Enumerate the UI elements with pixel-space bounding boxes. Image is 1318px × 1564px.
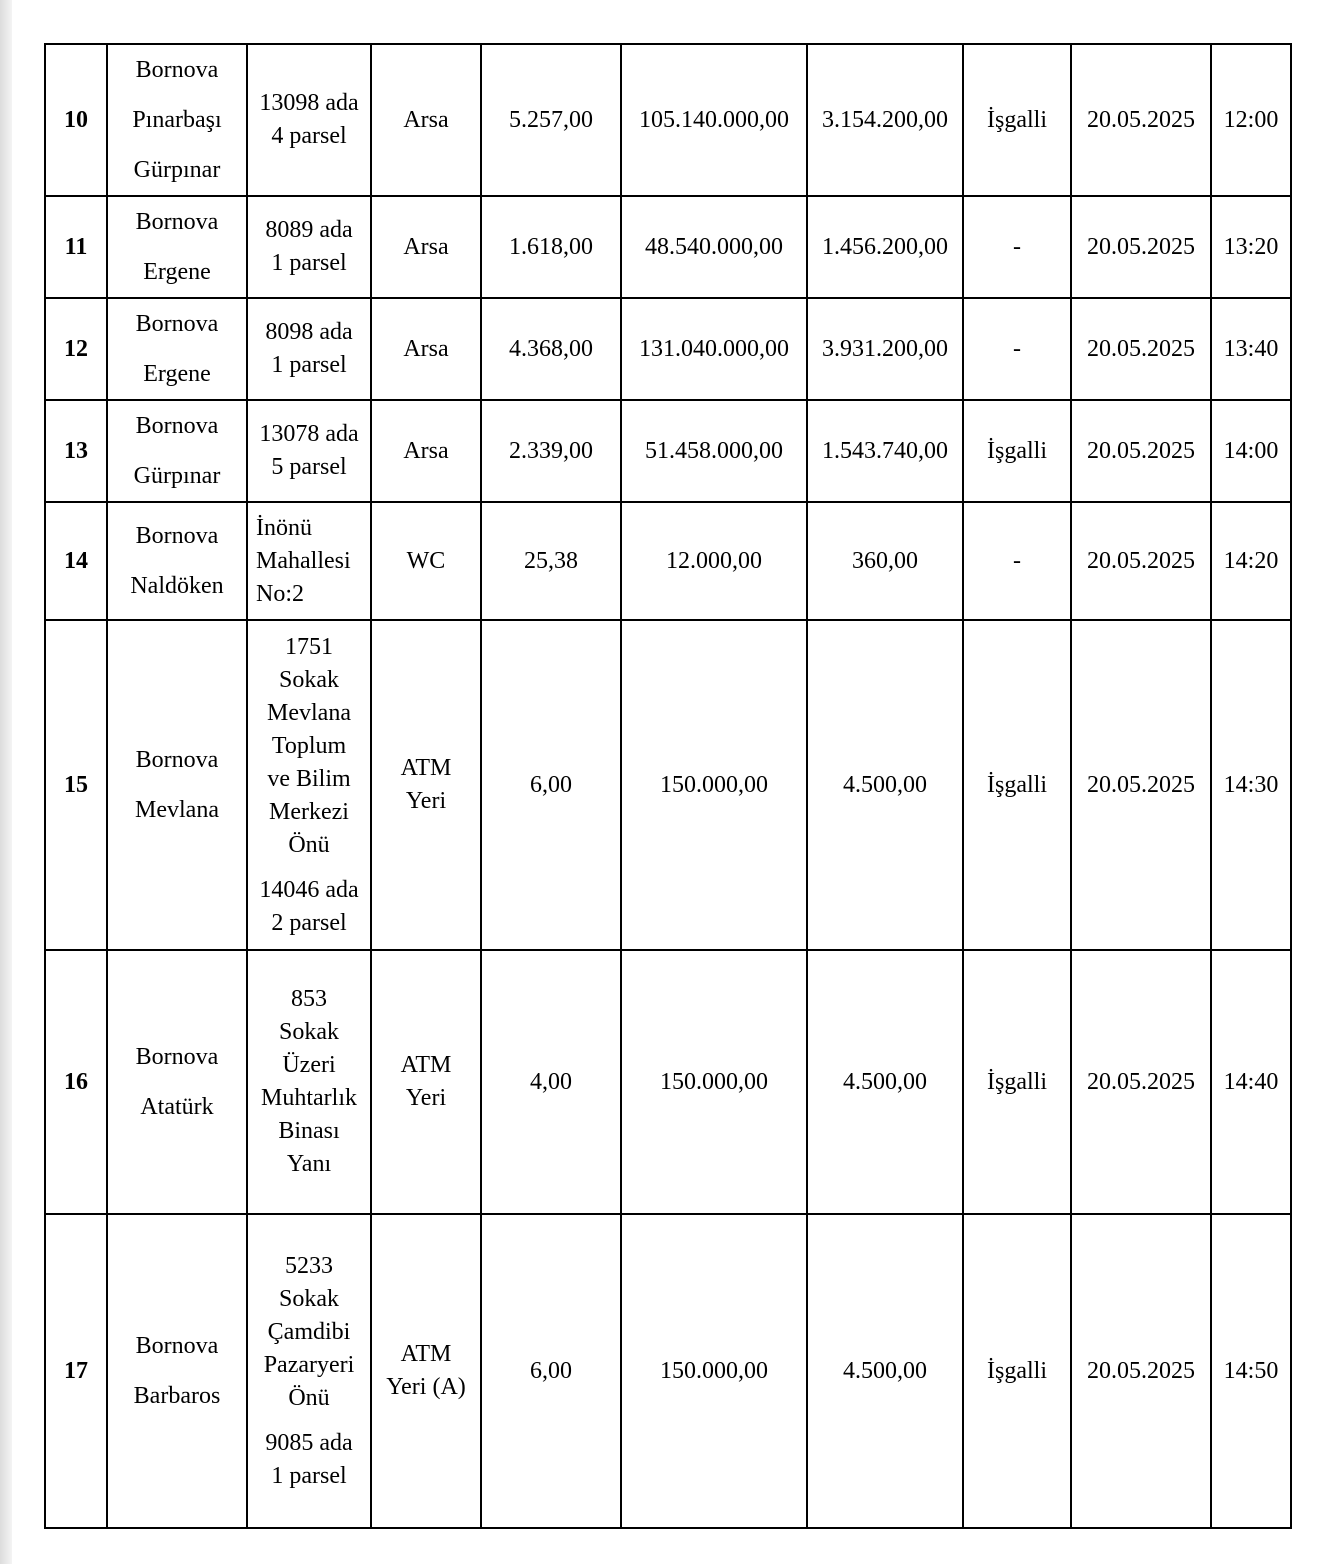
area-cell: 25,38 [481, 502, 621, 620]
property-type-cell [371, 44, 481, 196]
parcel-line: 13098 ada [259, 90, 359, 116]
status-cell: - [963, 298, 1071, 400]
row-number-cell: 16 [45, 950, 107, 1214]
deposit-cell: 1.456.200,00 [807, 196, 963, 298]
type-line: ATM [400, 1052, 452, 1078]
time-cell: 13:20 [1211, 196, 1291, 298]
date-cell: 20.05.2025 [1071, 620, 1211, 950]
type-line: ATM [400, 1341, 452, 1367]
location-cell [107, 502, 247, 620]
location-cell [107, 298, 247, 400]
time-cell: 13:40 [1211, 298, 1291, 400]
deposit-cell: 1.543.740,00 [807, 400, 963, 502]
location-line: Bornova [135, 523, 219, 549]
parcel-cell [247, 950, 371, 1214]
table-row [45, 400, 1291, 502]
location-line: Mevlana [135, 797, 219, 823]
row-number-cell: 13 [45, 400, 107, 502]
location-cell [107, 1214, 247, 1528]
parcel-line: 8089 ada [265, 217, 353, 243]
row-number-cell: 17 [45, 1214, 107, 1528]
area-cell: 6,00 [481, 620, 621, 950]
location-line: Bornova [135, 57, 219, 83]
deposit-cell: 4.500,00 [807, 1214, 963, 1528]
parcel-line: Mahallesi [256, 547, 351, 574]
date-cell: 20.05.2025 [1071, 44, 1211, 196]
location-line: Gürpınar [133, 157, 221, 183]
location-line: Barbaros [133, 1383, 221, 1409]
property-type-cell [371, 950, 481, 1214]
parcel-cell [247, 196, 371, 298]
parcel-line: 853 [291, 986, 327, 1012]
status-cell: İşgalli [963, 620, 1071, 950]
parcel-line: 1 parsel [271, 352, 347, 378]
area-cell: 4,00 [481, 950, 621, 1214]
property-type-cell [371, 502, 481, 620]
deposit-cell: 3.931.200,00 [807, 298, 963, 400]
parcel-line: Muhtarlık [261, 1085, 357, 1111]
type-line: Yeri [405, 1085, 447, 1111]
status-cell: - [963, 196, 1071, 298]
parcel-line: 5 parsel [271, 454, 347, 480]
price-cell: 105.140.000,00 [621, 44, 807, 196]
area-cell: 6,00 [481, 1214, 621, 1528]
parcel-line: 14046 ada [259, 876, 359, 903]
type-line: ATM [400, 755, 452, 781]
parcel-line: 2 parsel [271, 909, 347, 936]
parcel-line: Yanı [286, 1151, 332, 1177]
price-cell: 48.540.000,00 [621, 196, 807, 298]
parcel-line: Merkezi [269, 798, 349, 825]
parcel-line: Önü [288, 831, 330, 858]
price-cell: 150.000,00 [621, 620, 807, 950]
status-cell: - [963, 502, 1071, 620]
parcel-line: Toplum [271, 732, 347, 759]
table-row [45, 502, 1291, 620]
date-cell: 20.05.2025 [1071, 196, 1211, 298]
type-line: Arsa [403, 106, 449, 133]
property-type-cell [371, 620, 481, 950]
parcel-line: 9085 ada [265, 1429, 353, 1456]
time-cell: 14:50 [1211, 1214, 1291, 1528]
location-line: Bornova [135, 1044, 219, 1070]
parcel-line: No:2 [256, 580, 304, 607]
property-auction-table [44, 43, 1292, 1529]
parcel-cell [247, 44, 371, 196]
area-cell: 4.368,00 [481, 298, 621, 400]
status-cell: İşgalli [963, 1214, 1071, 1528]
location-line: Ergene [143, 361, 211, 387]
row-number-cell: 10 [45, 44, 107, 196]
area-cell: 1.618,00 [481, 196, 621, 298]
parcel-line: Sokak [279, 1285, 339, 1312]
parcel-line: Sokak [279, 1019, 339, 1045]
parcel-cell [247, 620, 371, 950]
location-cell [107, 44, 247, 196]
parcel-line: Üzeri [282, 1052, 336, 1078]
parcel-cell [247, 298, 371, 400]
parcel-cell [247, 400, 371, 502]
location-cell [107, 400, 247, 502]
parcel-cell [247, 1214, 371, 1528]
location-line: Gürpınar [133, 463, 221, 489]
location-line: Bornova [135, 1333, 219, 1359]
type-line: Arsa [403, 233, 449, 260]
status-cell: İşgalli [963, 44, 1071, 196]
type-line: Yeri (A) [386, 1374, 466, 1400]
location-cell [107, 950, 247, 1214]
parcel-line: 1751 [285, 633, 333, 660]
location-cell [107, 196, 247, 298]
price-cell: 150.000,00 [621, 950, 807, 1214]
price-cell: 150.000,00 [621, 1214, 807, 1528]
parcel-line: Mevlana [267, 699, 351, 726]
date-cell: 20.05.2025 [1071, 400, 1211, 502]
price-cell: 131.040.000,00 [621, 298, 807, 400]
table-row [45, 44, 1291, 196]
deposit-cell: 4.500,00 [807, 950, 963, 1214]
parcel-line: Önü [288, 1384, 330, 1411]
parcel-cell [247, 502, 371, 620]
location-line: Bornova [135, 747, 219, 773]
area-cell: 2.339,00 [481, 400, 621, 502]
price-cell: 12.000,00 [621, 502, 807, 620]
location-line: Bornova [135, 311, 219, 337]
parcel-line: 8098 ada [265, 319, 353, 345]
deposit-cell: 360,00 [807, 502, 963, 620]
property-type-cell [371, 196, 481, 298]
location-cell [107, 620, 247, 950]
row-number-cell: 12 [45, 298, 107, 400]
parcel-line: 1 parsel [271, 250, 347, 276]
row-number-cell: 11 [45, 196, 107, 298]
status-cell: İşgalli [963, 400, 1071, 502]
table-row [45, 1214, 1291, 1528]
area-cell: 5.257,00 [481, 44, 621, 196]
table-row [45, 620, 1291, 950]
location-line: Ergene [143, 259, 211, 285]
date-cell: 20.05.2025 [1071, 950, 1211, 1214]
time-cell: 14:40 [1211, 950, 1291, 1214]
date-cell: 20.05.2025 [1071, 502, 1211, 620]
type-line: Arsa [403, 437, 449, 464]
type-line: Arsa [403, 335, 449, 362]
location-line: Naldöken [130, 573, 224, 599]
parcel-line: Çamdibi [267, 1318, 351, 1345]
type-line: Yeri [405, 788, 447, 814]
deposit-cell: 3.154.200,00 [807, 44, 963, 196]
time-cell: 14:30 [1211, 620, 1291, 950]
row-number-cell: 14 [45, 502, 107, 620]
date-cell: 20.05.2025 [1071, 298, 1211, 400]
parcel-line: 1 parsel [271, 1462, 347, 1489]
date-cell: 20.05.2025 [1071, 1214, 1211, 1528]
row-number-cell: 15 [45, 620, 107, 950]
location-line: Bornova [135, 413, 219, 439]
parcel-line: ve Bilim [267, 765, 351, 792]
time-cell: 12:00 [1211, 44, 1291, 196]
table-row [45, 950, 1291, 1214]
price-cell: 51.458.000,00 [621, 400, 807, 502]
parcel-line: 13078 ada [259, 421, 359, 447]
status-cell: İşgalli [963, 950, 1071, 1214]
parcel-line: 4 parsel [271, 123, 347, 149]
parcel-line: 5233 [285, 1252, 333, 1279]
location-line: Bornova [135, 209, 219, 235]
property-type-cell [371, 1214, 481, 1528]
page-edge-shadow [0, 0, 12, 1564]
parcel-line: Sokak [279, 666, 339, 693]
location-line: Pınarbaşı [132, 107, 222, 133]
time-cell: 14:00 [1211, 400, 1291, 502]
parcel-line: Binası [278, 1118, 340, 1144]
property-type-cell [371, 298, 481, 400]
time-cell: 14:20 [1211, 502, 1291, 620]
parcel-line: Pazaryeri [263, 1351, 355, 1378]
table-row [45, 196, 1291, 298]
location-line: Atatürk [140, 1094, 214, 1120]
parcel-line: İnönü [256, 514, 312, 541]
table-row [45, 298, 1291, 400]
type-line: WC [406, 547, 446, 574]
property-type-cell [371, 400, 481, 502]
deposit-cell: 4.500,00 [807, 620, 963, 950]
